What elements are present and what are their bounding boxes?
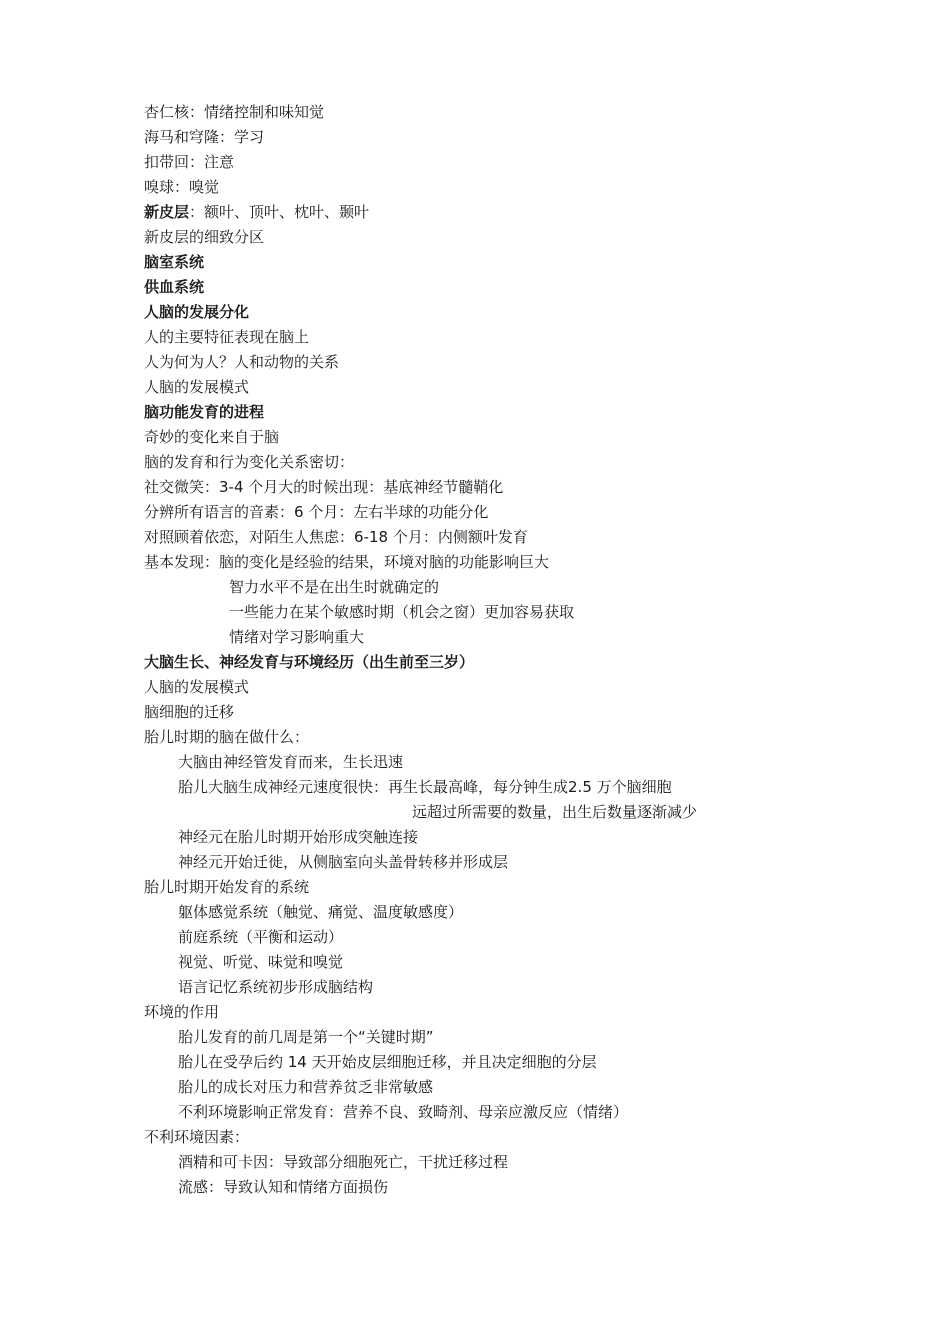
- text-line: 胎儿发育的前几周是第一个“关键时期”: [178, 1028, 434, 1046]
- section-heading: 脑室系统: [144, 253, 205, 271]
- text-line: 流感：导致认知和情绪方面损伤: [178, 1178, 389, 1196]
- text-line: 胎儿在受孕后约 14 天开始皮层细胞迁移，并且决定细胞的分层: [178, 1053, 597, 1071]
- bold-term: 新皮层: [144, 203, 190, 221]
- text-line: 大脑由神经管发育而来，生长迅速: [178, 753, 404, 771]
- text-line: 对照顾着依恋，对陌生人焦虑：6-18 个月：内侧额叶发育: [144, 528, 528, 546]
- text-line: 奇妙的变化来自于脑: [144, 428, 280, 446]
- text-line: 脑细胞的迁移: [144, 703, 235, 721]
- text-line: 远超过所需要的数量，出生后数量逐渐减少: [412, 803, 698, 821]
- text-line: 分辨所有语言的音素：6 个月：左右半球的功能分化: [144, 503, 489, 521]
- text-line: 胎儿时期开始发育的系统: [144, 878, 310, 896]
- text-line: 前庭系统（平衡和运动）: [178, 928, 344, 946]
- text-line: 海马和穹隆：学习: [144, 128, 265, 146]
- text-line: 嗅球：嗅觉: [144, 178, 220, 196]
- text-line: 人为何为人？人和动物的关系: [144, 353, 340, 371]
- text-line: 一些能力在某个敏感时期（机会之窗）更加容易获取: [229, 603, 575, 621]
- section-heading: 脑功能发育的进程: [144, 403, 265, 421]
- text-line: 新皮层的细致分区: [144, 228, 265, 246]
- text-line: 情绪对学习影响重大: [229, 628, 365, 646]
- text-line: 躯体感觉系统（触觉、痛觉、温度敏感度）: [178, 903, 464, 921]
- text-line: 不利环境因素：: [144, 1128, 250, 1146]
- text-line: 胎儿大脑生成神经元速度很快：再生长最高峰，每分钟生成2.5 万个脑细胞: [178, 778, 672, 796]
- text-line: 胎儿时期的脑在做什么：: [144, 728, 310, 746]
- text-line: 语言记忆系统初步形成脑结构: [178, 978, 374, 996]
- text-line: 视觉、听觉、味觉和嗅觉: [178, 953, 344, 971]
- text-line: 人的主要特征表现在脑上: [144, 328, 310, 346]
- text-line: 胎儿的成长对压力和营养贫乏非常敏感: [178, 1078, 434, 1096]
- section-heading: 人脑的发展分化: [144, 303, 250, 321]
- text-line: 人脑的发展模式: [144, 678, 250, 696]
- text-line: 人脑的发展模式: [144, 378, 250, 396]
- text-line: 基本发现：脑的变化是经验的结果，环境对脑的功能影响巨大: [144, 553, 550, 571]
- text-line: 智力水平不是在出生时就确定的: [229, 578, 440, 596]
- section-heading: 大脑生长、神经发育与环境经历（出生前至三岁）: [144, 653, 475, 671]
- text-line: 杏仁核：情绪控制和味知觉: [144, 103, 325, 121]
- text-line: 扣带回：注意: [144, 153, 235, 171]
- text-line: 神经元开始迁徙，从侧脑室向头盖骨转移并形成层: [178, 853, 509, 871]
- text-line: 脑的发育和行为变化关系密切：: [144, 453, 355, 471]
- text-line: 酒精和可卡因：导致部分细胞死亡，干扰迁移过程: [178, 1153, 509, 1171]
- text-line: 神经元在胎儿时期开始形成突触连接: [178, 828, 419, 846]
- term-description: ：额叶、顶叶、枕叶、颞叶: [189, 203, 370, 221]
- text-line: [144, 200, 369, 225]
- section-heading: 供血系统: [144, 278, 205, 296]
- text-line: 社交微笑：3-4 个月大的时候出现：基底神经节髓鞘化: [144, 478, 504, 496]
- text-line: 不利环境影响正常发育：营养不良、致畸剂、母亲应激反应（情绪）: [178, 1103, 629, 1121]
- text-line: 环境的作用: [144, 1003, 220, 1021]
